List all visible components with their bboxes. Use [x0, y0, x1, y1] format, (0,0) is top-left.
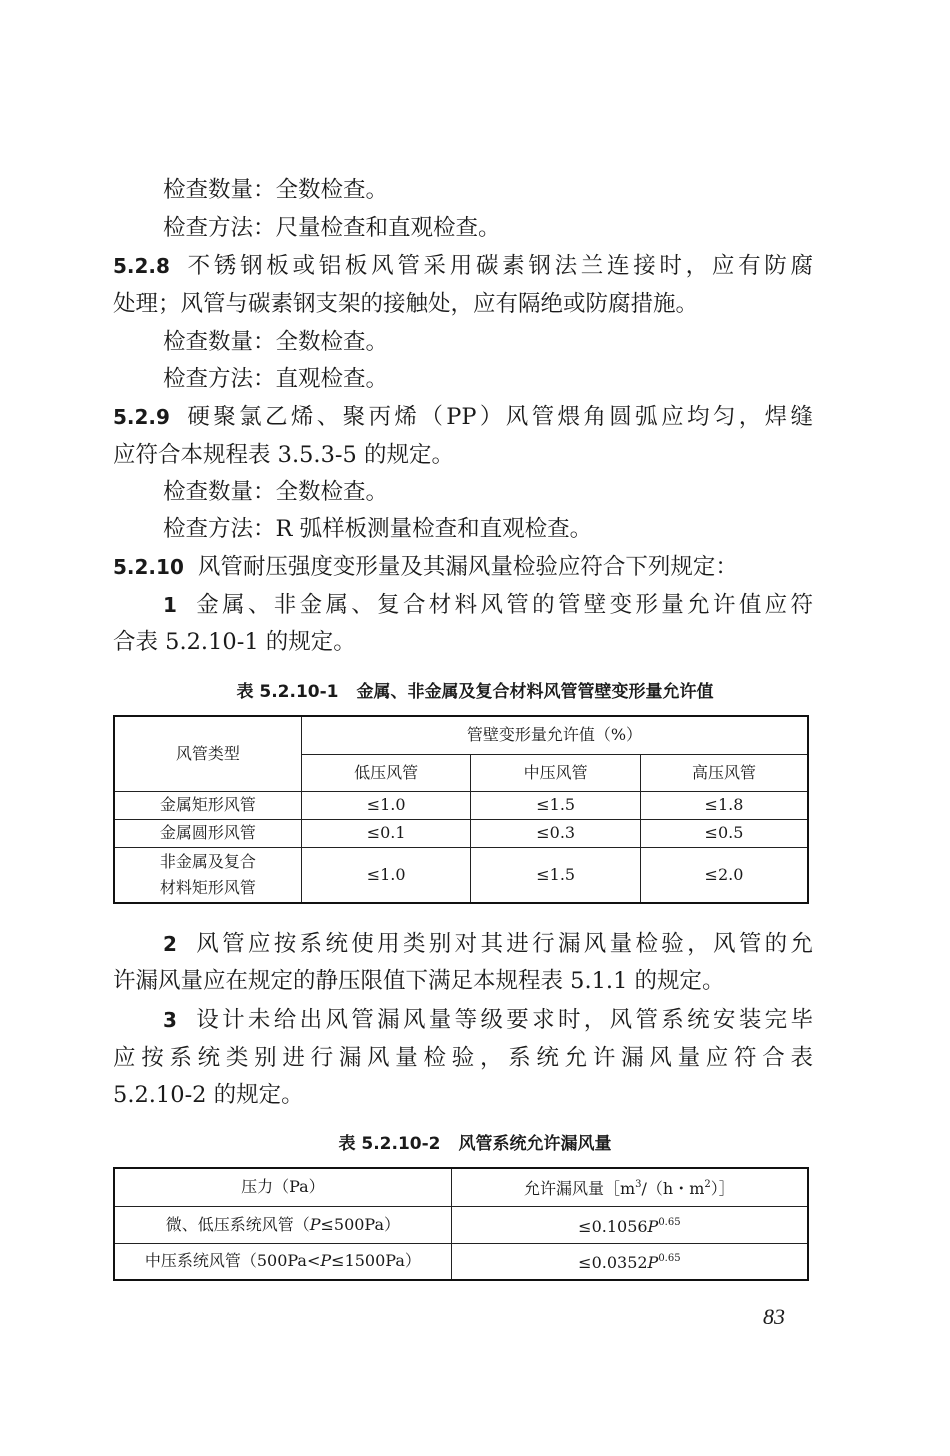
clause-text: 不锈钢板或铝板风管采用碳素钢法兰连接时，应有防腐 — [183, 253, 813, 279]
cell-high: ≤2.0 — [640, 847, 808, 903]
table-row — [114, 847, 808, 903]
leakage-table — [113, 1167, 809, 1281]
pressure-post: ≤1500Pa） — [331, 1251, 421, 1271]
deformation-table — [113, 715, 809, 904]
item-text: 金属、非金属、复合材料风管的管壁变形量允许值应符 — [192, 592, 813, 618]
header-low-pressure: 低压风管 — [301, 754, 471, 791]
leakage-exp: 0.65 — [658, 1216, 681, 1228]
cell-low: ≤1.0 — [301, 791, 471, 819]
cell-low: ≤0.1 — [301, 819, 471, 847]
pressure-var: P — [320, 1251, 332, 1271]
table-row — [114, 819, 808, 847]
item-1-line1 — [163, 590, 813, 620]
header-duct-type: 风管类型 — [114, 716, 301, 791]
check-quantity-line: 检查数量：全数检查。 — [163, 479, 389, 505]
pressure-var: P — [309, 1214, 321, 1234]
item-number: 2 — [163, 932, 177, 956]
cell-mid: ≤1.5 — [471, 847, 641, 903]
leakage-var: P — [647, 1216, 659, 1236]
header-leakage-mid: /（h・m — [641, 1179, 705, 1199]
header-pressure: 压力（Pa） — [114, 1168, 451, 1206]
cell-mid: ≤1.5 — [471, 791, 641, 819]
clause-5-2-10-line — [113, 552, 813, 582]
table-1-title: 金属、非金属及复合材料风管管壁变形量允许值 — [356, 682, 714, 702]
cell-leakage — [451, 1206, 808, 1243]
item-text: 设计未给出风管漏风量等级要求时，风管系统安装完毕 — [192, 1007, 813, 1033]
check-method-line: 检查方法：直观检查。 — [163, 366, 389, 392]
item-2-line2: 许漏风量应在规定的静压限值下满足本规程表 5.1.1 的规定。 — [113, 968, 725, 994]
item-1-line2: 合表 5.2.10-1 的规定。 — [113, 629, 356, 655]
pressure-pre: 微、低压系统风管（ — [165, 1214, 310, 1234]
header-mid-pressure: 中压风管 — [471, 754, 641, 791]
item-number: 3 — [163, 1008, 177, 1032]
item-3-line1 — [163, 1005, 813, 1035]
item-3-line2: 应按系统类别进行漏风量检验，系统允许漏风量应符合表 — [113, 1045, 813, 1071]
clause-5-2-8-line1 — [113, 251, 813, 281]
cell-mid: ≤0.3 — [471, 819, 641, 847]
cell-pressure — [114, 1206, 451, 1243]
clause-text: 硬聚氯乙烯、聚丙烯（PP）风管煨角圆弧应均匀，焊缝 — [183, 404, 813, 430]
header-leakage-post: ）］ — [710, 1179, 735, 1199]
header-leakage-sup2: 2 — [704, 1179, 711, 1191]
header-deformation-group: 管壁变形量允许值（%） — [301, 716, 808, 754]
check-method-line: 检查方法：尺量检查和直观检查。 — [163, 215, 501, 241]
check-quantity-line: 检查数量：全数检查。 — [163, 177, 389, 203]
cell-type-line1: 非金属及复合 — [159, 851, 256, 871]
cell-leakage — [451, 1243, 808, 1280]
cell-high: ≤1.8 — [640, 791, 808, 819]
table-1-number: 表 5.2.10-1 — [236, 682, 339, 702]
table-header-row — [114, 1168, 808, 1206]
cell-type: 金属圆形风管 — [114, 819, 301, 847]
clause-text: 风管耐压强度变形量及其漏风量检验应符合下列规定： — [197, 554, 738, 580]
page-number: 83 — [763, 1304, 785, 1329]
header-leakage-pre: 允许漏风量［m — [523, 1179, 636, 1199]
clause-5-2-8-line2: 处理；风管与碳素钢支架的接触处，应有隔绝或防腐措施。 — [113, 291, 699, 317]
cell-type — [114, 847, 301, 903]
leakage-coef: ≤0.1056 — [578, 1216, 648, 1236]
item-3-line3: 5.2.10-2 的规定。 — [113, 1082, 304, 1108]
table-2-title: 风管系统允许漏风量 — [458, 1134, 612, 1154]
cell-low: ≤1.0 — [301, 847, 471, 903]
check-quantity-line: 检查数量：全数检查。 — [163, 329, 389, 355]
leakage-coef: ≤0.0352 — [578, 1253, 648, 1273]
clause-5-2-9-line2: 应符合本规程表 3.5.3-5 的规定。 — [113, 442, 454, 468]
pressure-post: ≤500Pa） — [320, 1214, 401, 1234]
item-text: 风管应按系统使用类别对其进行漏风量检验，风管的允 — [192, 931, 813, 957]
cell-pressure — [114, 1243, 451, 1280]
cell-type: 金属矩形风管 — [114, 791, 301, 819]
table-row — [114, 1243, 808, 1280]
table-2-caption — [0, 1132, 950, 1156]
header-high-pressure: 高压风管 — [640, 754, 808, 791]
cell-high: ≤0.5 — [640, 819, 808, 847]
clause-5-2-9-line1 — [113, 402, 813, 432]
clause-number: 5.2.10 — [113, 555, 184, 579]
pressure-pre: 中压系统风管（500Pa< — [144, 1251, 321, 1271]
cell-type-line2: 材料矩形风管 — [159, 877, 256, 897]
leakage-exp: 0.65 — [658, 1253, 681, 1265]
header-leakage-sup1: 3 — [635, 1179, 642, 1191]
table-row — [114, 1206, 808, 1243]
clause-number: 5.2.8 — [113, 254, 170, 278]
table-2-number: 表 5.2.10-2 — [338, 1134, 441, 1154]
clause-number: 5.2.9 — [113, 405, 170, 429]
check-method-line: 检查方法：R 弧样板测量检查和直观检查。 — [163, 516, 593, 542]
table-header-row — [114, 716, 808, 754]
table-row — [114, 791, 808, 819]
header-leakage — [451, 1168, 808, 1206]
item-number: 1 — [163, 593, 177, 617]
table-1-caption — [0, 680, 950, 704]
item-2-line1 — [163, 929, 813, 959]
leakage-var: P — [647, 1253, 659, 1273]
